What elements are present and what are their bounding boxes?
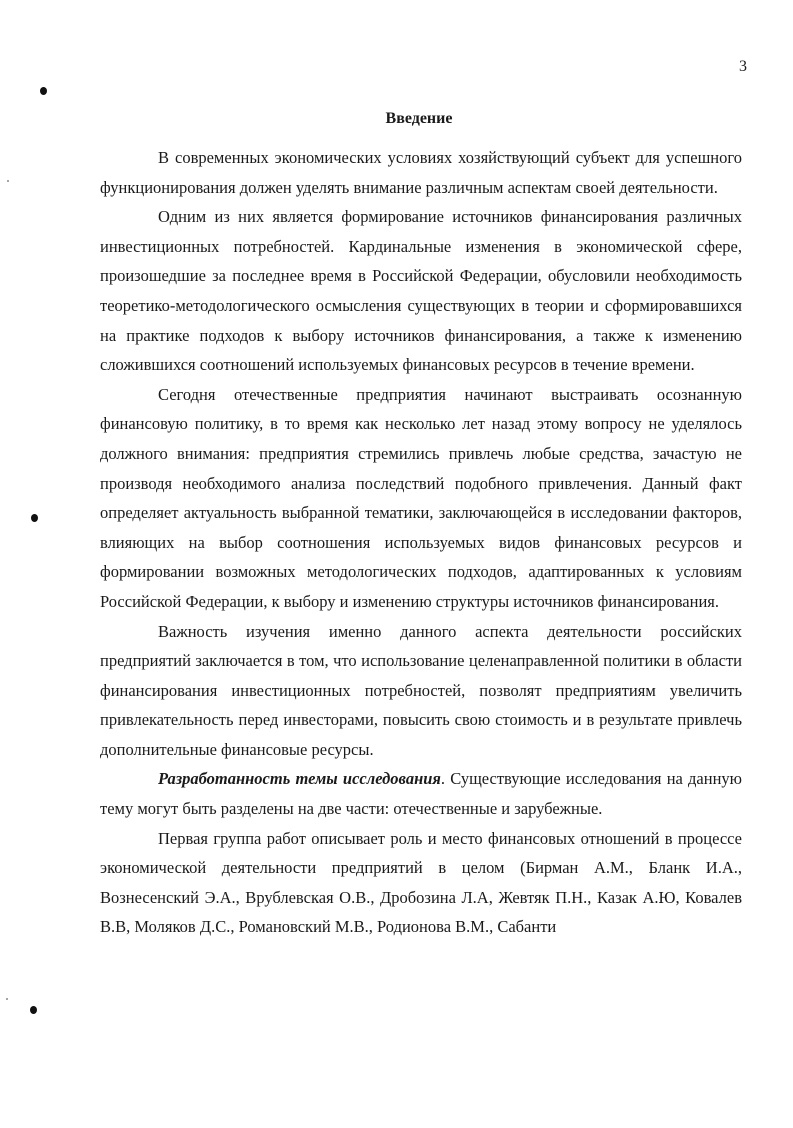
scan-speck — [6, 998, 8, 1000]
research-text: . Существующие исследования на данную тему могут быть разделены на две части: отечественные и зарубежные. — [100, 769, 742, 819]
page-number: 3 — [739, 58, 747, 75]
paragraph-first-group: Первая группа работ описывает роль и место финансовых отношений в процессе экономической деятельности предприятий в целом (Бирман А.М., Бланк И.А., Вознесенский Э.А., Врублевская О.В., Дробозина Л.А, Жевтяк П.Н., Казак А.Ю, Ковалев В.В, Моляков Д.С., Романовский М.В., Родионова В.М., Сабанти — [100, 828, 742, 937]
document-body — [100, 143, 742, 942]
hole-punch-mark — [40, 87, 47, 95]
paragraph-importance: Важность изучения именно данного аспекта деятельности российских предприятий заключается в том, что использование целенаправленной политики в области финансирования инвестиционных потребностей, позволят предприятиям увеличить привлекательность перед инвесторами, повысить свою стоимость и в результате привлечь дополнительные финансовые ресурсы. — [100, 621, 742, 759]
section-title: Введение — [385, 110, 453, 127]
paragraph-research-development — [100, 764, 742, 823]
paragraph-sources: Одним из них является формирование источников финансирования различных инвестиционных потребностей. Кардинальные изменения в экономической сфере, произошедшие за последнее время в Российской Федерации, обусловили необходимость теоретико-методологического осмысления существующих в теории и сформировавшихся на практике подходов к выбору источников финансирования, а также к изменению сложившихся соотношений используемых финансовых ресурсов в течение времени. — [100, 207, 742, 375]
hole-punch-mark — [30, 1006, 37, 1014]
hole-punch-mark — [31, 514, 38, 522]
scan-speck — [7, 180, 9, 182]
research-heading: Разработанность темы исследования — [158, 769, 441, 789]
paragraph-relevance: Сегодня отечественные предприятия начинают выстраивать осознанную финансовую политику, в то время как несколько лет назад этому вопросу не уделялось должного внимания: предприятия стремились привлечь любые средства, зачастую не производя необходимого анализа последствий подобного привлечения. Данный факт определяет актуальность выбранной тематики, заключающейся в исследовании факторов, влияющих на выбор соотношения используемых видов финансовых ресурсов и формировании возможных методологических подходов, адаптированных к условиям Российской Федерации, к выбору и изменению структуры источников финансирования. — [100, 384, 742, 611]
paragraph-intro: В современных экономических условиях хозяйствующий субъект для успешного функционирования должен уделять внимание различным аспектам своей деятельности. — [100, 148, 742, 197]
